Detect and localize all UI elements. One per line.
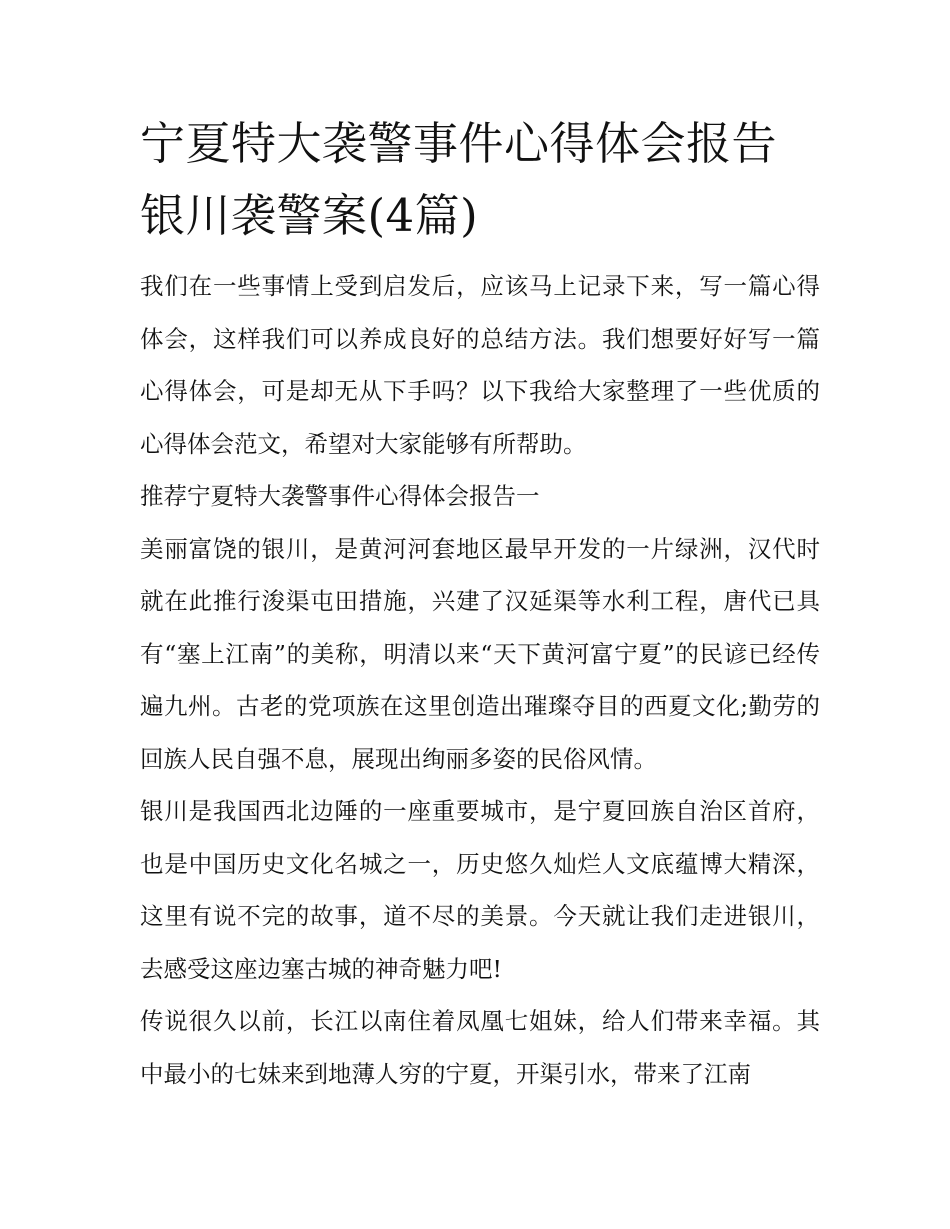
intro-paragraph: 我们在一些事情上受到启发后，应该马上记录下来，写一篇心得体会，这样我们可以养成良好的总结方法。我们想要好好写一篇心得体会，可是却无从下手吗？以下我给大家整理了一些优质的心得体会范文，希望对大家能够有所帮助。: [140, 272, 820, 458]
document-body: [140, 108, 820, 1100]
body-paragraph: 美丽富饶的银川，是黄河河套地区最早开发的一片绿洲，汉代时就在此推行浚渠屯田措施，兴建了汉延渠等水利工程，唐代已具有“塞上江南”的美称，明清以来“天下黄河富宁夏”的民谚已经传遍九州。古老的党项族在这里创造出璀璨夺目的西夏文化;勤劳的回族人民自强不息，展现出绚丽多姿的民俗风情。: [140, 534, 820, 773]
body-paragraph: 传说很久以前，长江以南住着凤凰七姐妹，给人们带来幸福。其中最小的七妹来到地薄人穷的宁夏，开渠引水，带来了江南: [140, 1007, 820, 1088]
section-heading: 推荐宁夏特大袭警事件心得体会报告一: [140, 482, 540, 510]
document-title: 宁夏特大袭警事件心得体会报告 银川袭警案(4篇): [140, 117, 778, 242]
body-paragraph: 银川是我国西北边陲的一座重要城市，是宁夏回族自治区首府，也是中国历史文化名城之一，历史悠久灿烂人文底蕴博大精深，这里有说不完的故事，道不尽的美景。今天就让我们走进银川，去感受这座边塞古城的神奇魅力吧!: [140, 797, 820, 983]
